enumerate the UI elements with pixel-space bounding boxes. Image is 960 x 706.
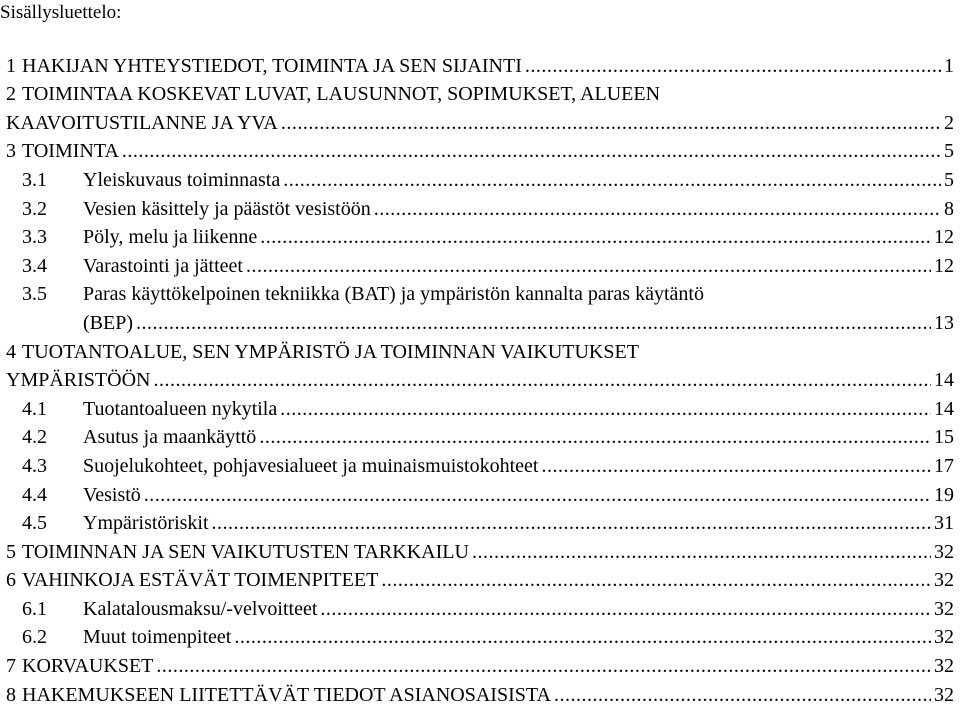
toc-entry[interactable] bbox=[0, 134, 960, 163]
dot-leader bbox=[122, 140, 941, 162]
toc-entry-title: Suojelukohteet, pohjavesialueet ja muinaismuistokohteet bbox=[83, 454, 539, 477]
toc-entry-title: Muut toimenpiteet bbox=[83, 626, 232, 649]
dot-leader bbox=[381, 569, 931, 591]
toc-entry-number: 6.2 bbox=[22, 626, 47, 649]
toc-entry-page: 12 bbox=[934, 254, 954, 277]
toc-entry-title: TOIMINTAA KOSKEVAT LUVAT, LAUSUNNOT, SOPIMUKSET, ALUEEN bbox=[22, 83, 661, 106]
toc-entry-number: 1 bbox=[6, 54, 16, 77]
toc-entry[interactable] bbox=[0, 277, 960, 306]
toc-entry-continuation[interactable] bbox=[0, 305, 960, 334]
toc-entry-title: TOIMINNAN JA SEN VAIKUTUSTEN TARKKAILU bbox=[22, 540, 469, 563]
toc-entry-title: Yleiskuvaus toiminnasta bbox=[83, 168, 281, 191]
toc-entry-title: Pöly, melu ja liikenne bbox=[83, 226, 258, 249]
toc-entry[interactable] bbox=[0, 620, 960, 649]
toc-entry-number: 6 bbox=[6, 569, 16, 592]
toc-entry-page: 31 bbox=[934, 512, 954, 535]
dot-leader bbox=[259, 426, 931, 448]
dot-leader bbox=[374, 198, 941, 220]
toc-entry-title-continued: KAAVOITUSTILANNE JA YVA bbox=[6, 111, 278, 134]
toc-entry-number: 3 bbox=[6, 140, 16, 163]
toc-entry-page: 14 bbox=[934, 397, 954, 420]
toc-entry[interactable] bbox=[0, 420, 960, 449]
toc-entry-page: 32 bbox=[934, 597, 954, 620]
dot-leader bbox=[234, 626, 931, 648]
dot-leader bbox=[283, 169, 941, 191]
toc-entry-page: 1 bbox=[944, 54, 954, 77]
toc-entry-page: 32 bbox=[934, 626, 954, 649]
toc-entry[interactable] bbox=[0, 563, 960, 592]
toc-entry-page: 32 bbox=[934, 683, 954, 706]
toc-entry-title: VAHINKOJA ESTÄVÄT TOIMENPITEET bbox=[22, 569, 379, 592]
dot-leader bbox=[212, 512, 931, 534]
dot-leader bbox=[156, 655, 931, 677]
toc-entry-title: TUOTANTOALUE, SEN YMPÄRISTÖ JA TOIMINNAN VAIKUTUKSET bbox=[22, 340, 639, 363]
dot-leader bbox=[281, 112, 941, 134]
toc-entry-number: 4.2 bbox=[22, 426, 47, 449]
toc-entry-number: 3.5 bbox=[22, 283, 47, 306]
toc-entry-title: Kalatalousmaksu/-velvoitteet bbox=[83, 597, 318, 620]
toc-entry-page: 19 bbox=[934, 483, 954, 506]
toc-entry-page: 13 bbox=[934, 311, 954, 334]
toc-entry-page: 32 bbox=[934, 569, 954, 592]
toc-entry-title: Paras käyttökelpoinen tekniikka (BAT) ja ympäristön kannalta paras käytäntö bbox=[83, 283, 704, 306]
toc-entry-title-continued: YMPÄRISTÖÖN bbox=[6, 369, 151, 392]
toc-entry-title: Vesien käsittely ja päästöt vesistöön bbox=[83, 197, 371, 220]
toc-entry-continuation[interactable] bbox=[0, 363, 960, 392]
toc-entry-number: 4.1 bbox=[22, 397, 47, 420]
dot-leader bbox=[554, 684, 931, 706]
toc-entry-page: 8 bbox=[944, 197, 954, 220]
toc-list bbox=[0, 48, 960, 706]
toc-entry[interactable] bbox=[0, 77, 960, 106]
toc-entry[interactable] bbox=[0, 48, 960, 77]
toc-entry-title: Asutus ja maankäyttö bbox=[83, 426, 257, 449]
toc-entry-number: 8 bbox=[6, 683, 16, 706]
toc-entry-page: 5 bbox=[944, 168, 954, 191]
toc-entry-page: 12 bbox=[934, 226, 954, 249]
toc-entry-number: 4.3 bbox=[22, 454, 47, 477]
toc-entry-page: 17 bbox=[934, 454, 954, 477]
toc-entry-title: KORVAUKSET bbox=[22, 655, 154, 678]
toc-entry[interactable] bbox=[0, 448, 960, 477]
toc-entry[interactable] bbox=[0, 534, 960, 563]
dot-leader bbox=[144, 484, 931, 506]
toc-entry-number: 3.3 bbox=[22, 226, 47, 249]
toc-entry[interactable] bbox=[0, 220, 960, 249]
dot-leader bbox=[136, 312, 931, 334]
toc-entry-number: 3.2 bbox=[22, 197, 47, 220]
dot-leader bbox=[525, 55, 941, 77]
dot-leader bbox=[320, 598, 931, 620]
toc-entry[interactable] bbox=[0, 648, 960, 677]
toc-entry-title-continued: (BEP) bbox=[83, 311, 133, 334]
toc-entry-page: 14 bbox=[934, 369, 954, 392]
toc-entry-title: Varastointi ja jätteet bbox=[83, 254, 243, 277]
toc-entry-title: TOIMINTA bbox=[22, 140, 119, 163]
toc-entry[interactable] bbox=[0, 248, 960, 277]
dot-leader bbox=[541, 455, 931, 477]
toc-entry[interactable] bbox=[0, 477, 960, 506]
toc-entry-number: 4 bbox=[6, 340, 16, 363]
toc-entry-number: 6.1 bbox=[22, 597, 47, 620]
toc-entry[interactable] bbox=[0, 677, 960, 706]
toc-entry[interactable] bbox=[0, 162, 960, 191]
toc-entry-number: 3.4 bbox=[22, 254, 47, 277]
toc-heading: Sisällysluettelo: bbox=[0, 2, 122, 23]
toc-entry-page: 5 bbox=[944, 140, 954, 163]
toc-entry-number: 5 bbox=[6, 540, 16, 563]
toc-entry[interactable] bbox=[0, 191, 960, 220]
toc-entry[interactable] bbox=[0, 334, 960, 363]
dot-leader bbox=[472, 541, 931, 563]
toc-entry[interactable] bbox=[0, 591, 960, 620]
toc-entry-title: Vesistö bbox=[83, 483, 141, 506]
toc-entry-page: 32 bbox=[934, 540, 954, 563]
dot-leader bbox=[153, 369, 931, 391]
dot-leader bbox=[246, 255, 931, 277]
toc-entry-number: 2 bbox=[6, 83, 16, 106]
toc-entry[interactable] bbox=[0, 391, 960, 420]
toc-entry[interactable] bbox=[0, 506, 960, 535]
toc-entry-number: 4.4 bbox=[22, 483, 47, 506]
toc-entry-title: Tuotantoalueen nykytila bbox=[83, 397, 278, 420]
toc-entry-continuation[interactable] bbox=[0, 105, 960, 134]
toc-entry-page: 32 bbox=[934, 655, 954, 678]
dot-leader bbox=[260, 226, 931, 248]
toc-entry-page: 2 bbox=[944, 111, 954, 134]
toc-entry-title: HAKEMUKSEEN LIITETTÄVÄT TIEDOT ASIANOSAISISTA bbox=[22, 683, 551, 706]
toc-entry-title: Ympäristöriskit bbox=[83, 512, 209, 535]
toc-entry-number: 4.5 bbox=[22, 512, 47, 535]
toc-entry-number: 3.1 bbox=[22, 168, 47, 191]
toc-entry-page: 15 bbox=[934, 426, 954, 449]
dot-leader bbox=[280, 398, 931, 420]
toc-entry-title: HAKIJAN YHTEYSTIEDOT, TOIMINTA JA SEN SIJAINTI bbox=[22, 54, 522, 77]
toc-entry-number: 7 bbox=[6, 655, 16, 678]
